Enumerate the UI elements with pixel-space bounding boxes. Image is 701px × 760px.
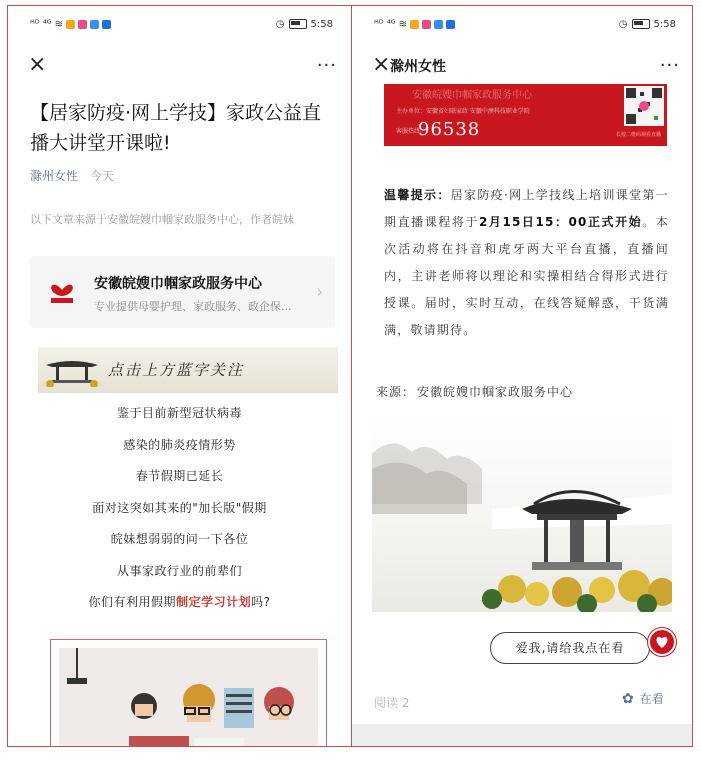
source-line	[374, 383, 573, 400]
author-link[interactable]: 滁州女性	[30, 169, 79, 183]
nav-bar	[8, 48, 351, 82]
notice-date: 2月15日15：00正式开始	[478, 215, 643, 229]
body-line: 面对这突如其来的"加长版"假期	[92, 500, 267, 515]
notice-paragraph	[384, 182, 669, 344]
article-body	[8, 398, 351, 619]
app-icon	[90, 20, 99, 29]
follow-banner	[38, 347, 338, 393]
app-icon	[410, 20, 419, 29]
status-right	[276, 19, 333, 30]
nav-bar	[352, 48, 693, 82]
banner-faded-title: 安徽皖嫂巾帼家政服务中心	[412, 90, 532, 101]
app-icon	[66, 20, 75, 29]
close-icon[interactable]: ×	[372, 52, 391, 77]
source-note: 以下文章来源于安徽皖嫂巾帼家政服务中心，作者皖妹	[30, 213, 294, 226]
battery-icon	[632, 19, 650, 29]
zaikan-icon: ✿	[622, 690, 634, 707]
read-count: 阅读 2	[374, 696, 410, 710]
qr-pattern	[624, 86, 664, 126]
body-line: 皖妹想弱弱的问一下各位	[110, 532, 249, 546]
publish-date: 今天	[89, 169, 114, 183]
bottom-gray-area	[352, 724, 693, 746]
notice-label: 温馨提示：	[384, 188, 451, 202]
signal-text: ᴴᴰ ⁴ᴳ	[30, 18, 52, 30]
app-icon	[102, 20, 111, 29]
promo-image	[50, 639, 327, 746]
account-logo-icon	[48, 276, 76, 306]
app-icon	[78, 20, 87, 29]
live-broadcast-banner	[384, 84, 667, 146]
question-after: 吗?	[251, 595, 271, 609]
nav-title: 滁州女性	[390, 59, 446, 75]
app-icon	[434, 20, 443, 29]
hotline-label: 客服热线	[396, 128, 421, 135]
right-screen	[352, 6, 693, 746]
signal-text: ᴴᴰ ⁴ᴳ	[374, 18, 396, 30]
account-desc: 专业提供母婴护理、家政服务、政企保...	[94, 300, 292, 313]
article-meta	[30, 167, 114, 184]
qr-code-icon	[624, 86, 664, 126]
status-left	[30, 19, 111, 30]
app-icon	[422, 20, 431, 29]
cartoon-teachers-illustration	[59, 648, 318, 746]
account-card[interactable]	[30, 256, 335, 328]
status-right	[619, 19, 676, 30]
clock: 5:58	[310, 18, 333, 30]
more-icon[interactable]: ···	[316, 54, 337, 76]
landscape-illustration	[372, 414, 672, 612]
banner-units: 主办单位：安徽省妇联家政 安徽中澳科技职业学院	[396, 108, 530, 115]
wifi-icon: ≋	[54, 18, 64, 30]
account-name: 安徽皖嫂巾帼家政服务中心	[94, 276, 262, 292]
promo-illustration	[59, 648, 318, 746]
left-screen	[8, 6, 351, 746]
chevron-right-icon: ›	[316, 282, 323, 301]
pavilion-illustration	[44, 355, 100, 387]
zaikan-label: 在看	[639, 692, 664, 706]
notice-text-1: 居家防疫·网上学技线上培训课堂第一期直播课程将于	[384, 188, 669, 229]
question-highlight: 制定学习计划	[176, 595, 252, 609]
app-icon	[446, 20, 455, 29]
article-title: 【居家防疫·网上学技】家政公益直播大讲堂开课啦!	[30, 102, 322, 154]
hotline-number: 96538	[418, 119, 481, 140]
heart-icon[interactable]	[648, 628, 676, 656]
notice-text-2: 。本次活动将在抖音和虎牙两大平台直播，直播间内，主讲老师将以理论和实操相结合得形式进行授课。届时，实时互动，在线答疑解惑，干货满满，敬请期待。	[384, 215, 669, 337]
wifi-icon: ≋	[398, 18, 408, 30]
alarm-icon: ◷	[275, 18, 285, 30]
source-value: 安徽皖嫂巾帼家政服务中心	[417, 385, 574, 399]
body-line: 从事家政行业的前辈们	[116, 563, 242, 578]
heart-glyph	[650, 630, 674, 654]
body-line: 鉴于目前新型冠状病毒	[116, 406, 242, 420]
status-bar	[8, 6, 351, 42]
status-bar	[352, 6, 693, 42]
follow-banner-text: 点击上方蓝字关注	[108, 361, 245, 379]
close-icon[interactable]: ×	[28, 52, 47, 77]
qr-label: 长按二维码观看直播	[616, 132, 662, 138]
like-button[interactable]: 爱我,请给我点在看	[490, 632, 650, 664]
zaikan-button[interactable]	[622, 690, 664, 707]
clock: 5:58	[653, 18, 676, 30]
source-label: 来源：	[376, 385, 416, 399]
question-before: 你们有利用假期	[88, 595, 177, 609]
body-line: 感染的肺炎疫情形势	[123, 437, 236, 452]
battery-icon	[289, 19, 307, 29]
status-left	[374, 19, 455, 30]
body-line: 春节假期已延长	[135, 469, 224, 483]
pavilion-landscape-image	[372, 414, 672, 612]
screenshot-frame	[7, 5, 693, 747]
body-line-question	[8, 587, 351, 619]
more-icon[interactable]: ···	[659, 54, 680, 76]
alarm-icon: ◷	[618, 18, 628, 30]
